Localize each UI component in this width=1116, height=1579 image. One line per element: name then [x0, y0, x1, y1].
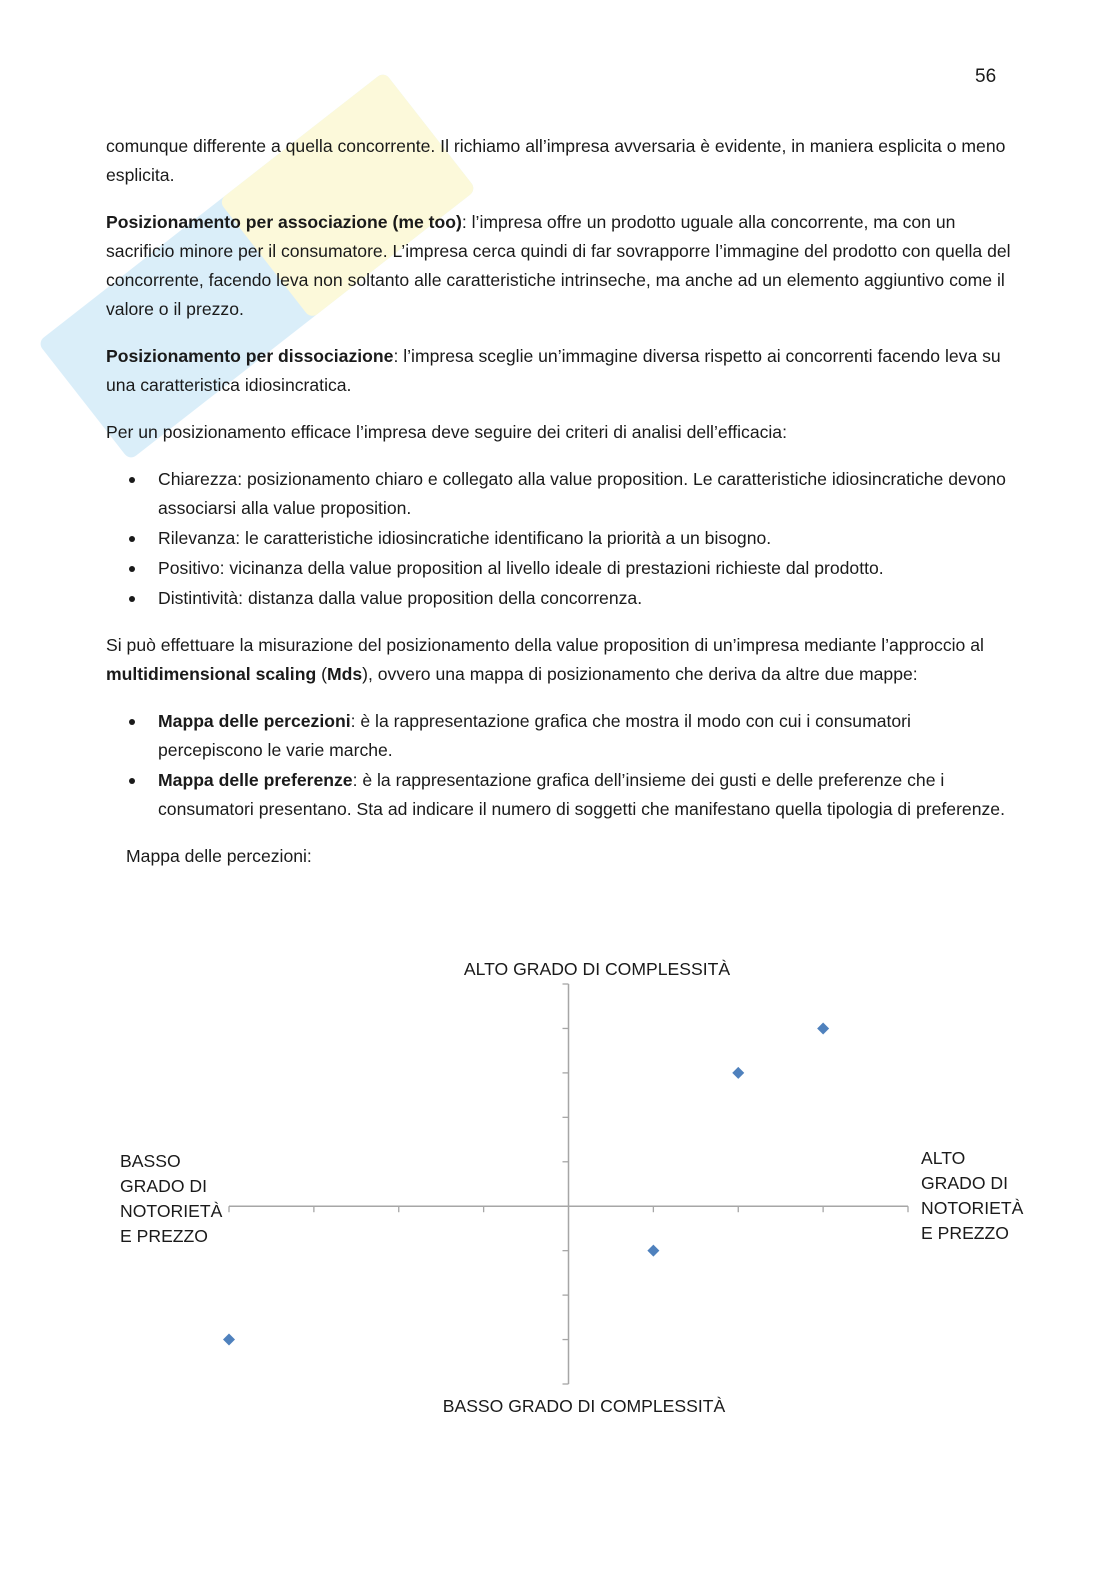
paragraph-mds-text-3: ), ovvero una mappa di posizionamento che deriva da altre due mappe: [362, 664, 918, 684]
paragraph-dissociation-text: : l’impresa sceglie un’immagine diversa rispetto ai concorrenti facendo leva su una caratteristica idiosincratica. [106, 346, 1001, 395]
label-right [921, 1148, 1028, 1243]
label-right-line: NOTORIETÀ [921, 1198, 1024, 1218]
list-item: Rilevanza: le caratteristiche idiosincratiche identificano la priorità a un bisogno. [158, 524, 1016, 553]
list-item-text: : è la rappresentazione grafica dell’insieme dei gusti e delle preferenze che i consumatori presentano. Sta ad indicare il numero di soggetti che manifestano quella tipologia di preferenze. [158, 770, 1005, 819]
term-dissociation: Posizionamento per dissociazione [106, 346, 394, 366]
list-item: Positivo: vicinanza della value proposition al livello ideale di prestazioni richieste dal prodotto. [158, 554, 1016, 583]
paragraph-criteria-intro: Per un posizionamento efficace l’impresa deve seguire dei criteri di analisi dell’efficacia: [106, 422, 787, 442]
term-preference-map: Mappa delle preferenze [158, 770, 353, 790]
paragraph-intro: comunque differente a quella concorrente. Il richiamo all’impresa avversaria è evidente, in maniera esplicita o meno esplicita. [106, 136, 1006, 185]
paragraph-mds-text-2: ( [316, 664, 327, 684]
list-item: Distintività: distanza dalla value proposition della concorrenza. [158, 584, 1016, 613]
label-top: ALTO GRADO DI COMPLESSITÀ [463, 959, 731, 979]
data-point [647, 1245, 659, 1257]
label-left-line: E PREZZO [120, 1226, 208, 1246]
label-right-line: E PREZZO [921, 1223, 1009, 1243]
term-mds-abbr: Mds [326, 664, 363, 684]
list-item: Chiarezza: posizionamento chiaro e collegato alla value proposition. Le caratteristiche idiosincratiche devono associarsi alla value proposition. [158, 465, 1016, 523]
list-item-text: : è la rappresentazione grafica che mostra il modo con cui i consumatori percepiscono le varie marche. [158, 711, 911, 760]
data-points [223, 1022, 829, 1345]
label-left-line: NOTORIETÀ [120, 1201, 223, 1221]
axes [229, 984, 908, 1384]
term-perception-map: Mappa delle percezioni [158, 711, 351, 731]
chart-caption: Mappa delle percezioni: [126, 846, 312, 866]
data-point [223, 1334, 235, 1346]
label-right-line: ALTO [921, 1148, 966, 1168]
data-point [732, 1067, 744, 1079]
page-number: 56 [975, 66, 997, 87]
data-point [817, 1022, 829, 1034]
term-association: Posizionamento per associazione (me too) [106, 212, 462, 232]
paragraph-association-text: : l’impresa offre un prodotto uguale alla concorrente, ma con un sacrificio minore per il consumatore. L’impresa cerca quindi di far sovrapporre l’immagine del prodotto con quella del concorrente, facendo leva non soltanto alle caratteristiche intrinseche, ma anche ad un elemento aggiuntivo come il valore o il prezzo. [106, 212, 1011, 319]
label-right-line: GRADO DI [921, 1173, 1008, 1193]
label-left-line: GRADO DI [120, 1176, 207, 1196]
label-left [120, 1151, 227, 1246]
term-mds: multidimensional scaling [106, 664, 317, 684]
paragraph-mds-text-1: Si può effettuare la misurazione del posizionamento della value proposition di un’impresa mediante l’approccio al [106, 635, 984, 655]
label-left-line: BASSO [120, 1151, 181, 1171]
label-bottom: BASSO GRADO DI COMPLESSITÀ [442, 1396, 726, 1416]
